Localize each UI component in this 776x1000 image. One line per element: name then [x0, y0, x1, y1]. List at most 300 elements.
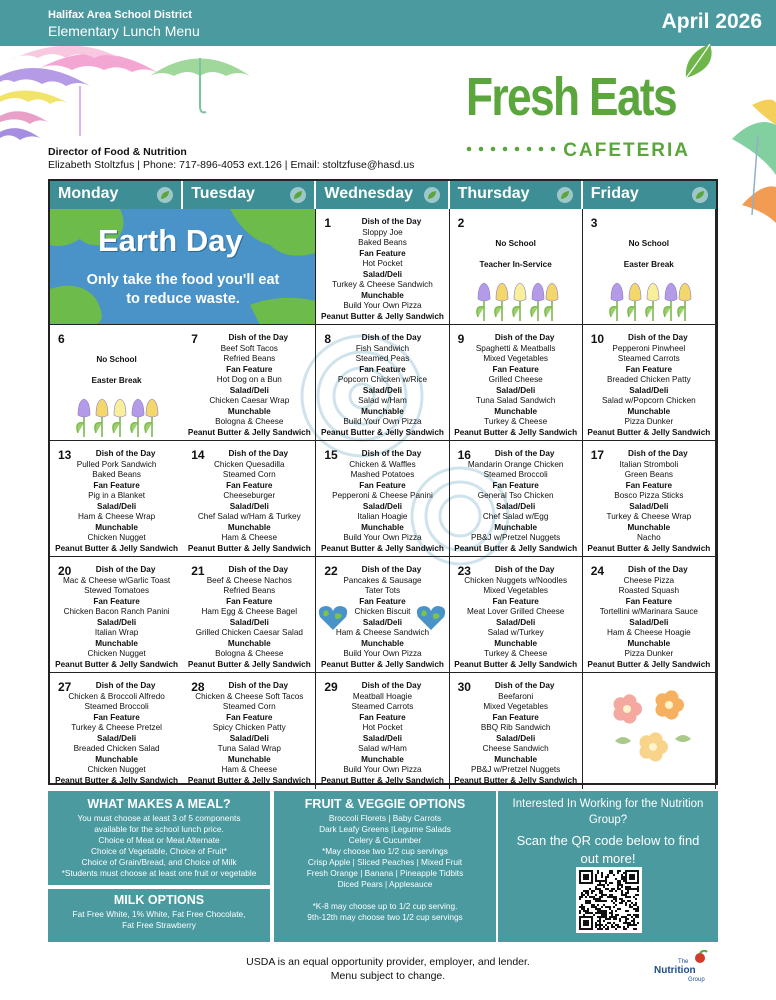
calendar-day-cell	[450, 673, 583, 789]
fruit-line: Diced Pears | Applesauce	[337, 879, 433, 889]
menu-item: Mashed Potatoes	[350, 470, 415, 479]
menu-category: Peanut Butter & Jelly Sandwich	[321, 775, 444, 785]
logo-the: The	[678, 959, 689, 965]
menu-item: Green Beans	[624, 470, 673, 479]
meal-title: WHAT MAKES A MEAL?	[87, 797, 231, 811]
menu-category: Dish of the Day	[628, 449, 688, 458]
menu-item: Hot Dog on a Bun	[216, 375, 282, 384]
menu-item: Baked Beans	[358, 238, 407, 247]
day-number: 20	[58, 564, 72, 578]
milk-title: MILK OPTIONS	[113, 893, 205, 907]
menu-items	[316, 217, 448, 322]
menu-item: Beef & Cheese Nachos	[206, 575, 292, 585]
fruit-line: Celery & Cucumber	[348, 835, 422, 845]
menu-category: Dish of the Day	[361, 681, 422, 690]
day-number: 17	[590, 448, 605, 462]
calendar-day-cell	[450, 209, 583, 325]
menu-category: Dish of the Day	[494, 681, 555, 690]
meal-line: *Students must choose at least one fruit or vegetable	[61, 868, 257, 878]
menu-category: Munchable	[361, 754, 404, 764]
menu-category: Salad/Deli	[629, 617, 669, 627]
menu-item: Chicken Nugget	[87, 649, 146, 658]
menu-item: Build Your Own Pizza	[343, 765, 422, 774]
menu-category: Peanut Butter & Jelly Sandwich	[454, 543, 578, 553]
menu-category: Salad/Deli	[362, 501, 403, 511]
menu-category: Salad/Deli	[629, 501, 669, 511]
day-number: 10	[590, 332, 605, 346]
menu-item: Grilled Chicken Caesar Salad	[195, 628, 303, 637]
menu-items	[183, 333, 315, 438]
menu-item: Ham & Cheese	[221, 765, 278, 774]
menu-item: Salad w/Ham	[358, 396, 407, 405]
menu-category: Dish of the Day	[228, 681, 289, 690]
fruit-line: Fresh Orange | Banana | Pineapple Tidbits	[306, 868, 464, 878]
menu-title: Elementary Lunch Menu	[48, 23, 200, 39]
menu-category: Peanut Butter & Jelly Sandwich	[587, 427, 711, 437]
menu-item: Salad w/Ham	[358, 744, 407, 753]
menu-item: Tuna Salad Sandwich	[475, 396, 556, 405]
menu-items	[50, 565, 183, 670]
menu-category: Peanut Butter & Jelly Sandwich	[55, 659, 179, 669]
district-name: Halifax Area School District	[48, 9, 192, 21]
menu-category: Salad/Deli	[496, 617, 536, 627]
menu-category: Munchable	[227, 522, 271, 532]
logo-nutrition: Nutrition	[654, 965, 696, 976]
menu-item: Chicken & Broccoli Alfredo	[68, 691, 165, 701]
umbrellas-illustration	[0, 46, 260, 156]
menu-category: Salad/Deli	[629, 385, 669, 395]
closure-reason: Easter Break	[91, 376, 142, 385]
menu-category: Salad/Deli	[362, 269, 403, 279]
leaf-icon	[290, 187, 306, 203]
leaf-icon	[557, 187, 573, 203]
calendar-day-cell	[450, 557, 583, 673]
menu-items	[583, 333, 715, 438]
footer-usda: USDA is an equal opportunity provider, employer, and lender.	[246, 956, 530, 968]
day-number: 24	[590, 564, 605, 578]
menu-category: Fan Feature	[226, 480, 273, 490]
pastel-flowers-illustration	[605, 685, 695, 773]
menu-item: Turkey & Cheese Wrap	[606, 512, 692, 521]
leaf-icon	[680, 40, 724, 80]
menu-item: Turkey & Cheese	[484, 649, 548, 658]
menu-items	[316, 681, 448, 786]
menu-category: Fan Feature	[359, 248, 406, 258]
careers-line-2: Scan the QR code below to find out more!	[516, 833, 700, 866]
menu-category: Munchable	[95, 754, 138, 764]
menu-category: Peanut Butter & Jelly Sandwich	[187, 659, 311, 669]
menu-item: BBQ Rib Sandwich	[480, 723, 551, 732]
menu-item: Meatball Hoagie	[352, 691, 413, 701]
menu-category: Munchable	[227, 638, 271, 648]
menu-category: Peanut Butter & Jelly Sandwich	[55, 543, 179, 553]
closure-reason: Easter Break	[623, 260, 674, 269]
menu-item: Steamed Corn	[222, 470, 276, 479]
menu-item: Bologna & Cheese	[215, 649, 284, 658]
menu-category: Munchable	[627, 638, 671, 648]
menu-items	[450, 333, 582, 438]
menu-item: Salad w/Turkey	[487, 628, 544, 637]
menu-item: Italian Hoagie	[357, 512, 408, 521]
menu-items	[183, 565, 315, 670]
earth-day-cell	[50, 209, 316, 325]
day-number: 3	[590, 216, 598, 230]
menu-category: Fan Feature	[492, 480, 539, 490]
logo-subtext: CAFETERIA	[563, 140, 690, 161]
menu-category: Munchable	[227, 754, 271, 764]
menu-item: Mixed Vegetables	[483, 586, 548, 595]
menu-item: Pig in a Blanket	[88, 491, 146, 500]
fruit-line: Dark Leafy Greens |Legume Salads	[319, 824, 451, 834]
menu-category: Salad/Deli	[97, 617, 137, 627]
logo-group: Group	[688, 977, 705, 983]
menu-category: Dish of the Day	[95, 681, 156, 690]
umbrellas-illustration-right	[712, 95, 776, 225]
flowers-wrap	[72, 393, 162, 441]
weekday-label: Thursday	[457, 185, 530, 202]
spacer	[274, 890, 496, 901]
menu-category: Peanut Butter & Jelly Sandwich	[187, 543, 311, 553]
menu-category: Fan Feature	[492, 712, 539, 722]
menu-category: Munchable	[627, 406, 671, 416]
menu-item: Build Your Own Pizza	[343, 533, 422, 542]
leaf-icon	[692, 187, 708, 203]
weekday-label: Wednesday	[324, 185, 413, 202]
menu-item: Build Your Own Pizza	[343, 301, 422, 310]
calendar-day-cell	[183, 441, 316, 557]
menu-item: General Tso Chicken	[477, 491, 554, 500]
calendar-day-cell	[316, 325, 449, 441]
day-number: 6	[58, 332, 65, 346]
menu-category: Dish of the Day	[494, 333, 555, 342]
meal-text	[48, 813, 270, 879]
weekday-friday	[583, 181, 716, 209]
menu-category: Peanut Butter & Jelly Sandwich	[321, 427, 444, 437]
no-school-note: No School	[96, 355, 137, 364]
month-title: April 2026	[661, 10, 762, 33]
menu-category: Salad/Deli	[496, 385, 536, 395]
earth-heart-icon	[318, 605, 348, 631]
menu-category: Fan Feature	[625, 596, 673, 606]
menu-item: Breaded Chicken Patty	[606, 375, 691, 384]
menu-category: Dish of the Day	[361, 565, 422, 574]
day-number: 21	[191, 564, 205, 578]
earth-day-subtitle-line: to reduce waste.	[126, 291, 240, 307]
fruit-veggie-panel	[274, 791, 496, 942]
menu-item: Turkey & Cheese Sandwich	[332, 280, 433, 289]
fruit-line: Broccoli Florets | Baby Carrots	[328, 813, 442, 823]
menu-category: Munchable	[494, 754, 538, 764]
day-number: 29	[324, 680, 338, 694]
logo-dots	[466, 146, 562, 152]
menu-category: Peanut Butter & Jelly Sandwich	[587, 543, 711, 553]
lunch-calendar	[48, 179, 718, 785]
menu-item: Stewed Tomatoes	[84, 586, 150, 595]
weekday-monday	[50, 181, 183, 209]
calendar-grid	[50, 209, 716, 789]
menu-item: Turkey & Cheese Pretzel	[71, 723, 162, 732]
day-number: 1	[324, 216, 332, 230]
calendar-day-cell	[583, 441, 716, 557]
header-bar	[0, 0, 776, 46]
menu-item: Steamed Broccoli	[483, 470, 548, 479]
menu-item: Mixed Vegetables	[483, 354, 548, 363]
menu-item: Tortellini w/Marinara Sauce	[599, 607, 698, 616]
menu-item: Steamed Peas	[355, 354, 410, 363]
milk-panel	[48, 889, 270, 942]
fresh-eats-logo	[466, 66, 716, 166]
menu-category: Peanut Butter & Jelly Sandwich	[321, 659, 444, 669]
careers-line-1: Interested In Working for the Nutrition Group?	[512, 798, 704, 826]
menu-item: Nacho	[637, 533, 661, 542]
menu-item: Italian Stromboli	[619, 459, 679, 469]
menu-item: Chicken Nugget	[87, 533, 146, 542]
calendar-day-cell	[183, 325, 316, 441]
menu-item: Chicken Quesadilla	[214, 459, 285, 469]
day-number: 23	[457, 564, 471, 578]
earth-day-subtitle-line: Only take the food you'll eat	[86, 272, 280, 288]
menu-category: Fan Feature	[359, 596, 406, 606]
menu-category: Munchable	[95, 638, 138, 648]
calendar-day-cell	[450, 441, 583, 557]
director-title: Director of Food & Nutrition	[48, 146, 187, 158]
menu-category: Munchable	[494, 406, 538, 416]
menu-item: Pancakes & Sausage	[343, 575, 422, 585]
menu-items	[583, 565, 715, 670]
menu-category: Fan Feature	[226, 364, 273, 374]
menu-category: Fan Feature	[359, 480, 406, 490]
menu-item: Bosco Pizza Sticks	[614, 491, 684, 500]
menu-items	[50, 449, 183, 554]
menu-item: PB&J w/Pretzel Nuggets	[471, 765, 561, 774]
menu-category: Peanut Butter & Jelly Sandwich	[454, 659, 578, 669]
menu-category: Munchable	[95, 522, 138, 532]
calendar-day-cell	[50, 673, 183, 789]
menu-item: Grilled Cheese	[488, 375, 543, 384]
menu-category: Dish of the Day	[228, 333, 289, 342]
menu-category: Fan Feature	[625, 480, 673, 490]
calendar-day-cell	[316, 557, 449, 673]
menu-category: Dish of the Day	[228, 449, 289, 458]
menu-category: Peanut Butter & Jelly Sandwich	[454, 775, 578, 785]
menu-item: Steamed Broccoli	[84, 702, 149, 711]
menu-category: Fan Feature	[226, 712, 273, 722]
menu-items	[583, 449, 715, 554]
menu-item: Turkey & Cheese	[484, 417, 548, 426]
menu-item: Chicken Nuggets w/Noodles	[464, 575, 568, 585]
menu-category: Munchable	[227, 406, 271, 416]
menu-items	[316, 449, 448, 554]
menu-item: Chicken & Cheese Soft Tacos	[195, 691, 304, 701]
menu-item: Salad w/Popcorn Chicken	[601, 396, 696, 405]
menu-item: Fish Sandwich	[355, 343, 410, 353]
menu-item: Ham & Cheese Wrap	[77, 512, 156, 521]
menu-item: Chef Salad w/Egg	[482, 512, 549, 521]
menu-category: Salad/Deli	[229, 385, 269, 395]
menu-category: Fan Feature	[492, 364, 539, 374]
menu-category: Peanut Butter & Jelly Sandwich	[321, 311, 444, 321]
menu-items	[316, 333, 448, 438]
calendar-day-cell	[316, 209, 449, 325]
calendar-day-cell	[183, 673, 316, 789]
menu-category: Fan Feature	[359, 712, 406, 722]
menu-category: Peanut Butter & Jelly Sandwich	[55, 775, 179, 785]
meal-line: Choice of Meat or Meat Alternate	[98, 835, 220, 845]
weekday-header	[50, 181, 716, 209]
menu-item: Build Your Own Pizza	[343, 417, 422, 426]
menu-item: Steamed Carrots	[617, 354, 680, 363]
day-number: 14	[191, 448, 205, 462]
calendar-day-cell	[50, 325, 183, 441]
menu-category: Fan Feature	[93, 712, 140, 722]
footer-note: Menu subject to change.	[330, 970, 446, 982]
meal-line: Choice of Vegetable, Choice of Fruit*	[90, 846, 228, 856]
menu-item: Italian Wrap	[94, 628, 139, 637]
menu-item: Breaded Chicken Salad	[73, 744, 160, 753]
meal-panel	[48, 791, 270, 885]
careers-text	[498, 796, 718, 868]
leaf-icon	[157, 187, 173, 203]
menu-category: Munchable	[627, 522, 671, 532]
menu-items	[450, 681, 582, 786]
menu-item: Mac & Cheese w/Garlic Toast	[62, 575, 171, 585]
earth-day-title: Earth Day	[98, 223, 243, 258]
day-number: 16	[457, 448, 471, 462]
menu-category: Dish of the Day	[494, 565, 555, 574]
menu-category: Munchable	[361, 406, 404, 416]
menu-item: Chef Salad w/Ham & Turkey	[197, 512, 301, 521]
calendar-day-cell	[450, 325, 583, 441]
menu-category: Peanut Butter & Jelly Sandwich	[454, 427, 578, 437]
meal-line: Choice of Grain/Bread, and Choice of Milk	[81, 857, 237, 867]
menu-item: Ham & Cheese Sandwich	[335, 628, 430, 637]
menu-category: Fan Feature	[226, 596, 273, 606]
calendar-cell-empty	[583, 673, 716, 789]
menu-item: Hot Pocket	[362, 723, 403, 732]
menu-item: Cheeseburger	[223, 491, 276, 500]
menu-items	[50, 681, 183, 786]
menu-items	[183, 449, 315, 554]
earth-day-banner	[50, 209, 316, 325]
calendar-day-cell	[316, 673, 449, 789]
menu-item: Bologna & Cheese	[215, 417, 284, 426]
menu-category: Fan Feature	[492, 596, 539, 606]
day-number: 9	[457, 332, 465, 346]
menu-items	[450, 565, 582, 670]
menu-item: Mixed Vegetables	[483, 702, 548, 711]
menu-category: Salad/Deli	[229, 617, 269, 627]
closure-reason: Teacher In-Service	[479, 260, 552, 269]
menu-category: Salad/Deli	[362, 617, 403, 627]
menu-category: Salad/Deli	[97, 501, 137, 511]
weekday-label: Tuesday	[191, 185, 255, 202]
menu-category: Salad/Deli	[97, 733, 137, 743]
day-number: 2	[457, 216, 465, 230]
weekday-wednesday	[316, 181, 449, 209]
weekday-label: Monday	[58, 185, 119, 202]
meal-line: available for the school lunch price.	[94, 824, 224, 834]
flowers-wrap	[605, 277, 695, 325]
calendar-day-cell	[316, 441, 449, 557]
calendar-day-cell	[183, 557, 316, 673]
menu-item: Tater Tots	[364, 586, 401, 595]
day-number: 27	[58, 680, 72, 694]
calendar-day-cell	[50, 441, 183, 557]
earth-day-subtitle	[50, 271, 316, 309]
menu-item: Chicken Biscuit	[354, 607, 411, 616]
menu-item: Chicken Nugget	[87, 765, 146, 774]
careers-panel	[498, 791, 718, 942]
menu-item: PB&J w/Pretzel Nuggets	[471, 533, 561, 542]
no-school-note: No School	[628, 239, 670, 248]
menu-category: Salad/Deli	[496, 733, 536, 743]
menu-items	[450, 449, 582, 554]
menu-category: Peanut Butter & Jelly Sandwich	[587, 659, 711, 669]
weekday-label: Friday	[590, 185, 639, 202]
fruit-veggie-title: FRUIT & VEGGIE OPTIONS	[304, 797, 466, 811]
calendar-day-cell	[583, 557, 716, 673]
menu-item: Roasted Squash	[618, 586, 680, 595]
day-number: 8	[324, 332, 332, 346]
menu-category: Munchable	[361, 522, 404, 532]
menu-item: Ham Egg & Cheese Bagel	[201, 607, 298, 616]
menu-item: Meat Lover Grilled Cheese	[466, 607, 565, 616]
nutrition-group-logo	[652, 950, 712, 986]
menu-item: Beefaroni	[498, 691, 534, 701]
menu-items	[183, 681, 315, 786]
menu-item: Chicken & Waffles	[349, 459, 416, 469]
weekday-thursday	[450, 181, 583, 209]
menu-item: Chicken Bacon Ranch Panini	[63, 607, 170, 616]
flowers-wrap	[472, 277, 562, 325]
menu-category: Munchable	[361, 638, 404, 648]
day-number: 13	[58, 448, 72, 462]
menu-category: Dish of the Day	[628, 333, 688, 342]
menu-item: Baked Beans	[92, 470, 141, 479]
day-number: 22	[324, 564, 338, 578]
day-number: 7	[191, 332, 198, 346]
menu-item: Cheese Pizza	[623, 575, 675, 585]
menu-category: Salad/Deli	[362, 385, 403, 395]
menu-item: Cheese Sandwich	[482, 744, 549, 753]
weekday-tuesday	[183, 181, 316, 209]
menu-item: Tuna Salad Wrap	[217, 744, 281, 753]
qr-code[interactable]	[576, 867, 642, 933]
menu-category: Dish of the Day	[95, 449, 156, 458]
menu-category: Peanut Butter & Jelly Sandwich	[321, 543, 444, 553]
menu-item: Popcorn Chicken w/Rice	[337, 375, 428, 384]
menu-item: Beef Soft Tacos	[220, 343, 278, 353]
menu-item: Pepperoni Pinwheel	[612, 343, 686, 353]
menu-item: Refried Beans	[223, 354, 276, 363]
fruit-line: *May choose two 1/2 cup servings	[322, 846, 448, 856]
menu-category: Dish of the Day	[95, 565, 156, 574]
menu-category: Fan Feature	[93, 596, 140, 606]
menu-category: Dish of the Day	[628, 565, 688, 574]
menu-category: Munchable	[361, 290, 404, 300]
menu-item: Sloppy Joe	[362, 227, 403, 237]
calendar-day-cell	[50, 557, 183, 673]
menu-item: Hot Pocket	[362, 259, 403, 268]
flowers-illustration	[472, 277, 562, 321]
menu-category: Munchable	[494, 638, 538, 648]
fruit-line: 9th-12th may choose two 1/2 cup servings	[307, 912, 463, 922]
menu-category: Fan Feature	[93, 480, 140, 490]
calendar-day-cell	[583, 209, 716, 325]
milk-line: Fat Free White, 1% White, Fat Free Chocolate,	[72, 909, 246, 919]
menu-item: Steamed Carrots	[351, 702, 414, 711]
menu-item: Pizza Dunker	[624, 417, 674, 426]
